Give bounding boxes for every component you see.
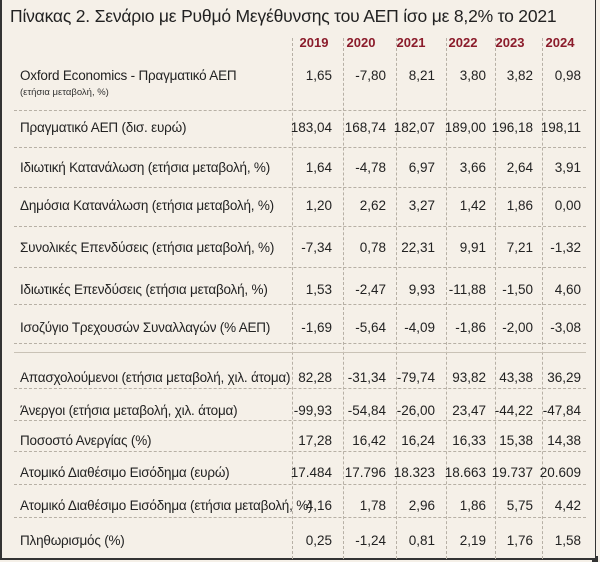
cell-2022: 3,80 <box>459 68 486 83</box>
cell-2022: 2,19 <box>459 533 486 548</box>
cell-2024: -1,32 <box>550 240 581 255</box>
cell-2020: 17.796 <box>344 465 386 480</box>
cell-2022: 9,91 <box>459 240 486 255</box>
cell-2022: 1,86 <box>459 498 486 513</box>
column-divider <box>396 38 397 559</box>
cell-2019: 0,25 <box>305 533 332 548</box>
row-label: Απασχολούμενοι (ετήσια μεταβολή, χιλ. άτομα) <box>20 370 291 385</box>
cell-2024: 4,42 <box>554 498 581 513</box>
cell-2021: 2,96 <box>408 498 435 513</box>
row-label: Ατομικό Διαθέσιμο Εισόδημα (ετήσια μεταβολή, %) <box>20 498 313 513</box>
cell-2023: -44,22 <box>494 403 533 418</box>
cell-2020: 16,42 <box>352 433 386 448</box>
cell-2023: 1,86 <box>506 198 533 213</box>
corner-mark <box>592 556 598 562</box>
cell-2022: 1,42 <box>459 198 486 213</box>
cell-2023: -1,50 <box>502 282 533 297</box>
row-divider <box>14 484 586 485</box>
cell-2019: 17.484 <box>290 465 332 480</box>
row-label: Πληθωρισμός (%) <box>20 533 125 548</box>
row-divider <box>14 451 586 452</box>
cell-2024: 14,38 <box>547 433 581 448</box>
cell-2021: 8,21 <box>408 68 435 83</box>
cell-2021: -4,09 <box>404 320 435 335</box>
cell-2021: 22,31 <box>401 240 435 255</box>
cell-2021: 16,24 <box>401 433 435 448</box>
cell-2022: 93,82 <box>452 370 486 385</box>
year-header-2020: 2020 <box>346 35 376 50</box>
cell-2020: 1,78 <box>359 498 386 513</box>
year-header-2024: 2024 <box>545 35 575 50</box>
table-title: Πίνακας 2. Σενάριο με Ρυθμό Μεγέθυνσης του ΑΕΠ ίσο με 8,2% το 2021 <box>10 6 557 26</box>
row-label: Ατομικό Διαθέσιμο Εισόδημα (ευρώ) <box>20 465 230 480</box>
year-header-2019: 2019 <box>299 35 329 50</box>
row-divider <box>14 343 586 344</box>
cell-2020: -5,64 <box>355 320 386 335</box>
cell-2021: 0,81 <box>408 533 435 548</box>
cell-2023: 7,21 <box>506 240 533 255</box>
cell-2019: -1,69 <box>301 320 332 335</box>
row-divider <box>14 110 586 111</box>
cell-2023: -2,00 <box>502 320 533 335</box>
row-label: Oxford Economics - Πραγματικό ΑΕΠ <box>20 68 237 83</box>
cell-2020: -4,78 <box>355 160 386 175</box>
cell-2023: 19.737 <box>491 465 533 480</box>
cell-2023: 1,76 <box>506 533 533 548</box>
cell-2024: 36,29 <box>547 370 581 385</box>
cell-2022: -1,86 <box>455 320 486 335</box>
cell-2020: -7,80 <box>355 68 386 83</box>
cell-2024: 4,60 <box>554 282 581 297</box>
cell-2022: 23,47 <box>452 403 486 418</box>
row-divider <box>14 226 586 227</box>
cell-2021: 182,07 <box>393 120 435 135</box>
cell-2023: 5,75 <box>506 498 533 513</box>
cell-2021: 18.323 <box>393 465 435 480</box>
cell-2023: 3,82 <box>506 68 533 83</box>
cell-2024: 1,58 <box>554 533 581 548</box>
cell-2019: 1,20 <box>305 198 332 213</box>
row-label: Ιδιωτική Κατανάλωση (ετήσια μεταβολή, %) <box>20 160 271 175</box>
cell-2024: 3,91 <box>554 160 581 175</box>
cell-2022: 16,33 <box>452 433 486 448</box>
row-sublabel: (ετήσια μεταβολή, %) <box>20 87 109 98</box>
cell-2023: 43,38 <box>499 370 533 385</box>
cell-2020: 168,74 <box>344 120 386 135</box>
cell-2019: 17,28 <box>298 433 332 448</box>
column-divider <box>542 38 543 559</box>
cell-2019: 4,16 <box>305 498 332 513</box>
row-label: Δημόσια Κατανάλωση (ετήσια μεταβολή, %) <box>20 198 274 213</box>
row-divider <box>14 517 586 518</box>
cell-2024: -3,08 <box>550 320 581 335</box>
cell-2020: -1,24 <box>355 533 386 548</box>
row-divider <box>14 304 586 305</box>
cell-2019: 1,65 <box>305 68 332 83</box>
cell-2021: -79,74 <box>396 370 435 385</box>
year-header-row <box>0 35 600 57</box>
cell-2019: 1,53 <box>305 282 332 297</box>
cell-2020: -54,84 <box>347 403 386 418</box>
cell-2022: 3,66 <box>459 160 486 175</box>
cell-2020: -2,47 <box>355 282 386 297</box>
cell-2024: 0,98 <box>554 68 581 83</box>
cell-2024: -47,84 <box>542 403 581 418</box>
column-divider <box>495 38 496 559</box>
cell-2021: 6,97 <box>408 160 435 175</box>
cell-2019: 1,64 <box>305 160 332 175</box>
row-label: Άνεργοι (ετήσια μεταβολή, χιλ. άτομα) <box>20 403 238 418</box>
year-header-2023: 2023 <box>495 35 525 50</box>
cell-2019: -99,93 <box>293 403 332 418</box>
column-divider <box>292 38 293 559</box>
cell-2020: 2,62 <box>359 198 386 213</box>
cell-2022: 18.663 <box>444 465 486 480</box>
row-divider <box>14 147 586 148</box>
cell-2024: 20.609 <box>539 465 581 480</box>
cell-2020: 0,78 <box>359 240 386 255</box>
year-header-2021: 2021 <box>396 35 426 50</box>
cell-2021: -26,00 <box>396 403 435 418</box>
cell-2023: 2,64 <box>506 160 533 175</box>
row-divider <box>14 420 586 421</box>
row-label: Συνολικές Επενδύσεις (ετήσια μεταβολή, %) <box>20 240 275 255</box>
cell-2020: -31,34 <box>347 370 386 385</box>
row-label: Πραγματικό ΑΕΠ (δισ. ευρώ) <box>20 120 187 135</box>
row-divider <box>14 187 586 188</box>
row-label: Ισοζύγιο Τρεχουσών Συναλλαγών (% ΑΕΠ) <box>20 320 271 335</box>
cell-2023: 196,18 <box>491 120 533 135</box>
cell-2024: 0,00 <box>554 198 581 213</box>
row-divider <box>14 267 586 268</box>
row-label: Ιδιωτικές Επενδύσεις (ετήσια μεταβολή, %) <box>20 282 268 297</box>
column-divider <box>343 38 344 559</box>
cell-2019: 183,04 <box>290 120 332 135</box>
year-header-2022: 2022 <box>448 35 478 50</box>
section-separator <box>14 352 586 353</box>
row-label: Ποσοστό Ανεργίας (%) <box>20 433 152 448</box>
cell-2024: 198,11 <box>540 120 581 135</box>
cell-2023: 15,38 <box>499 433 533 448</box>
cell-2022: -11,88 <box>448 282 486 297</box>
cell-2019: 82,28 <box>298 370 332 385</box>
cell-2022: 189,00 <box>444 120 486 135</box>
row-divider <box>14 388 586 389</box>
cell-2021: 9,93 <box>408 282 435 297</box>
cell-2021: 3,27 <box>408 198 435 213</box>
cell-2019: -7,34 <box>301 240 332 255</box>
column-divider <box>446 38 447 559</box>
